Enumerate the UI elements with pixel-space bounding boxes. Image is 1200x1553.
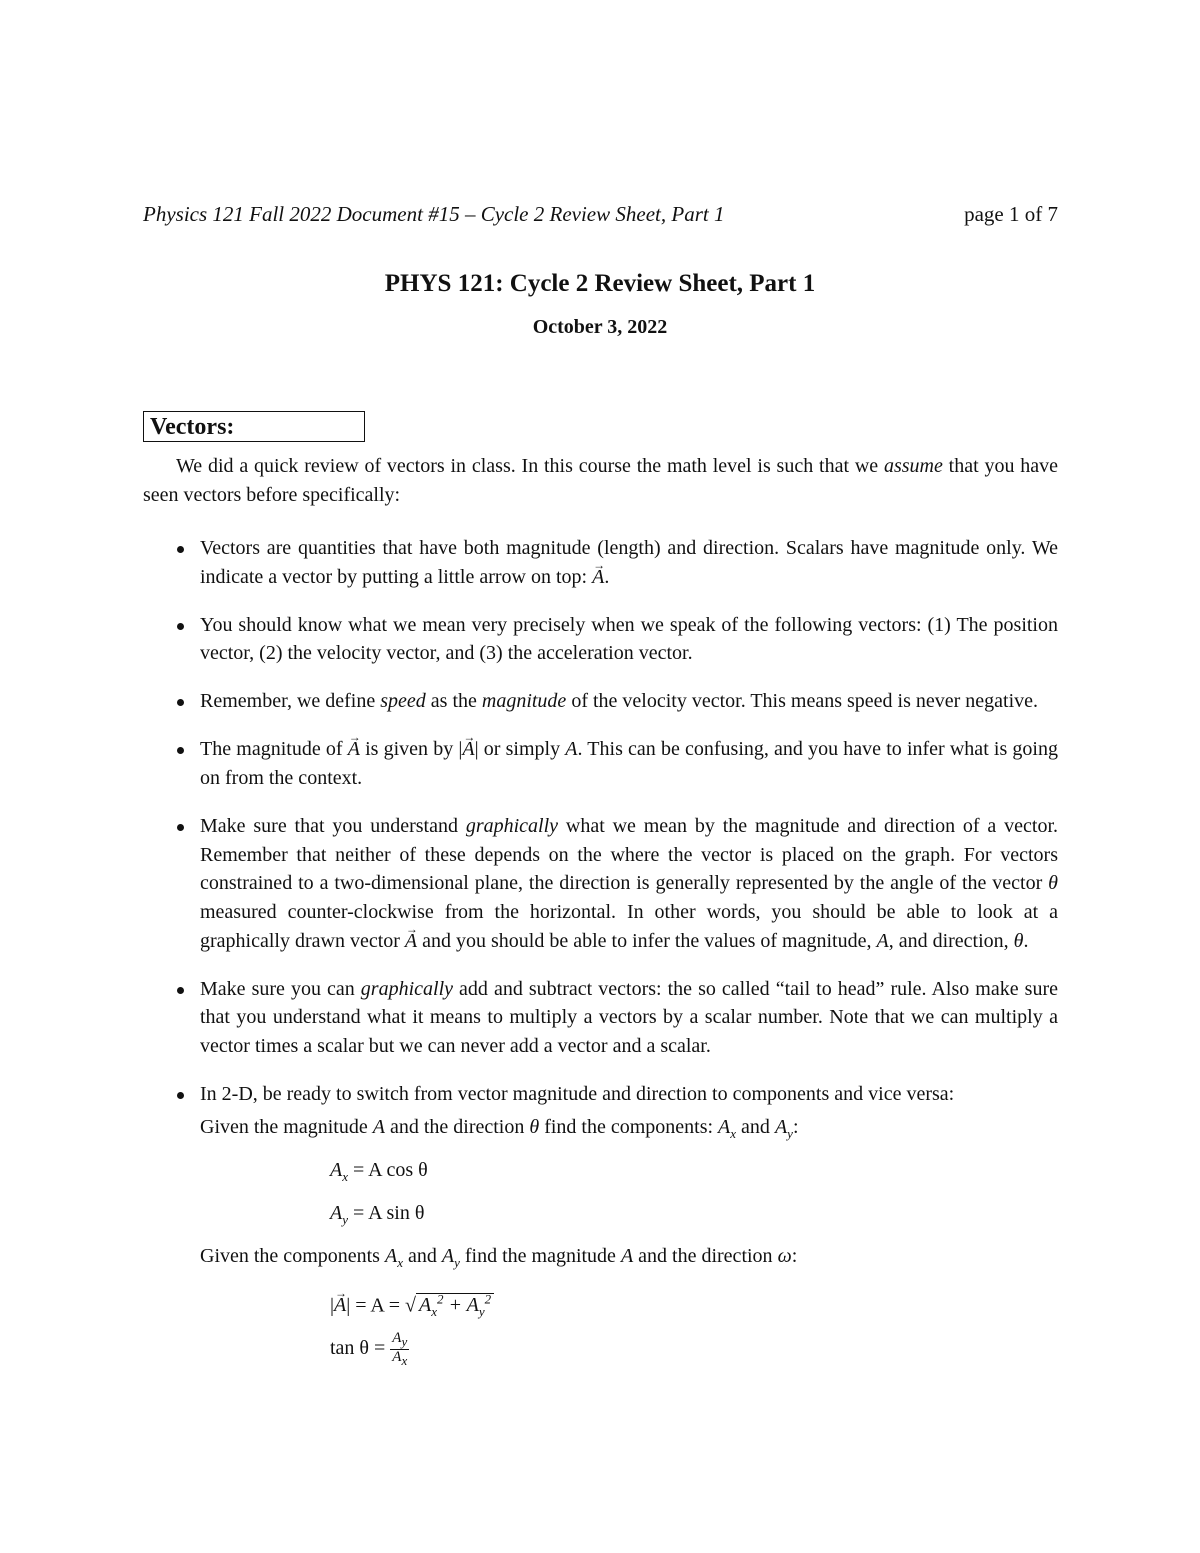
bullet-icon [177,747,184,754]
equation-ay: $A_y = A$ sin θ [330,1201,425,1227]
document-date: October 3, 2022 [532,316,668,338]
bullet-icon [177,623,184,630]
intro-paragraph: We did a quick review of vectors in class. In this course the math level is such that we assume that you have seen vectors before specifically: [143,455,1059,506]
equation-tangent: tan θ = $\frac{A_y}{A_x}$ [330,1330,408,1369]
given-magnitude-line: Given the magnitude A and the direction θ find the components: $A_x$ and $A_y$: [200,1115,799,1141]
section-heading-vectors: Vectors: [143,411,365,442]
bullet-icon [177,824,184,831]
page-title: PHYS 121: Cycle 2 Review Sheet, Part 1 [384,270,816,297]
page-number: page 1 of 7 [964,202,1058,226]
bullet-icon [177,987,184,994]
given-components-line: Given the components $A_x$ and $A_y$ find the magnitude A and the direction ω: [200,1244,798,1270]
list-item: Vectors are quantities that have both magnitude (length) and direction. Scalars have magnitude only. We indicate a vector by putting a little arrow on top: → A. [143,534,1058,591]
list-item: Make sure you can graphically add and subtract vectors: the so called “tail to head” rule. Also make sure that you understand what it means to multiply a vectors by a scalar number. Note that we can multiply a vector times a scalar but we can never add a vector and a scalar. [143,975,1058,1061]
equation-magnitude: |→ A| = A = √ $A_x^2 + A_y^2$ [200,1281,1058,1331]
review-list [143,534,1058,1388]
equation-ax: $A_x = A$ cos θ [330,1158,428,1184]
list-item: You should know what we mean very precisely when we speak of the following vectors: (1) The position vector, (2) the velocity vector, and (3) the acceleration vector. [143,611,1058,668]
bullet-icon [177,699,184,706]
bullet-icon [177,546,184,553]
list-item: The magnitude of → A is given by |→ A| or simply A. This can be confusing, and you have to infer what is going on from the context. [143,735,1058,792]
list-item: In 2-D, be ready to switch from vector magnitude and direction to components and vice versa: Given the magnitude A and the direction θ find the components: $A_x$ and $A_y$: $A_x = A$ cos θ $A_y = A$ sin θ Given the components $A_x$ and $A_y$ find the magnitude A and the direction ω: |→ A| = A = √ $A_x^2 + A_y^2$ tan θ = $\frac{A_y}{A_x}$ [143,1080,1058,1368]
document-label: Physics 121 Fall 2022 Document #15 – Cycle 2 Review Sheet, Part 1 [143,202,725,226]
list-item: Remember, we define speed as the magnitude of the velocity vector. This means speed is never negative. [143,687,1058,716]
list-item: Make sure that you understand graphically what we mean by the magnitude and direction of a vector. Remember that neither of these depends on the where the vector is placed on the graph. For vectors constrained to a two-dimensional plane, the direction is generally represented by the angle of the vector θ measured counter-clockwise from the horizontal. In other words, you should be able to look at a graphically drawn vector → A and you should be able to infer the values of magnitude, A, and direction, θ. [143,812,1058,955]
bullet-icon [177,1092,184,1099]
